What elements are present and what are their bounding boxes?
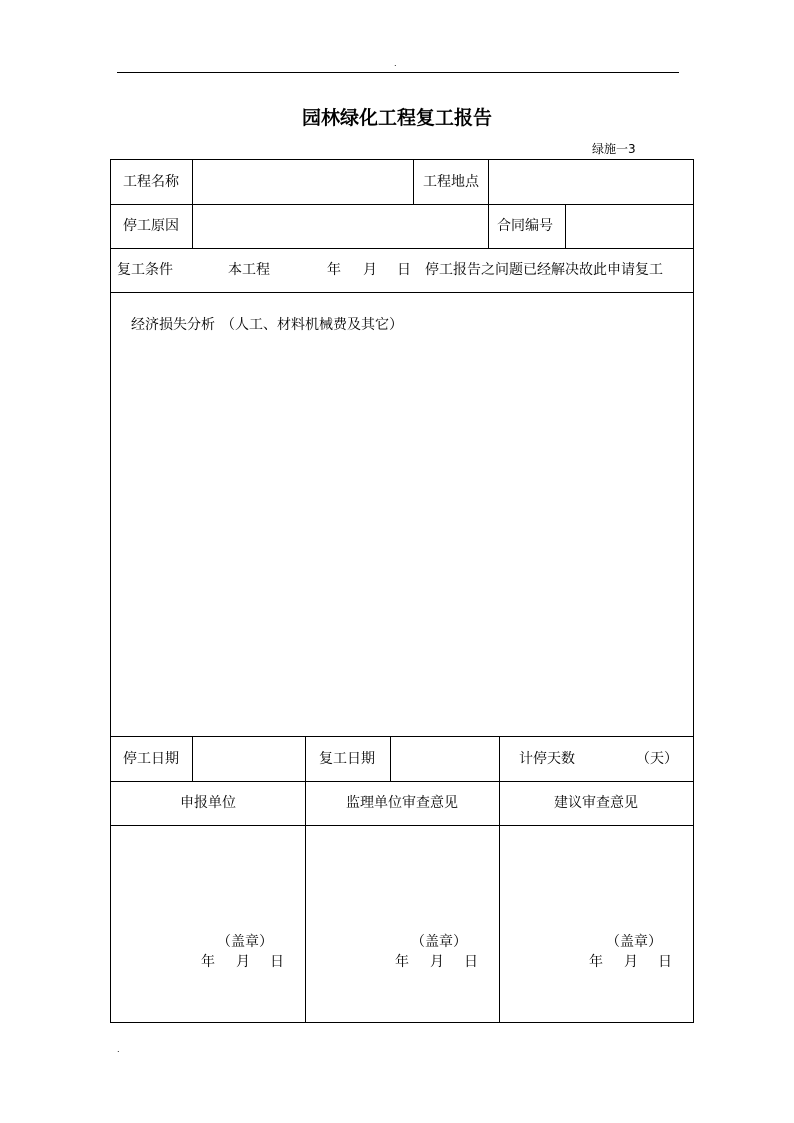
row-divider — [111, 825, 693, 826]
resume-date-field[interactable] — [395, 742, 493, 776]
col-divider — [390, 736, 391, 781]
col-divider — [488, 204, 489, 248]
col-divider — [565, 204, 566, 248]
row-divider — [111, 781, 693, 782]
row-divider — [111, 204, 693, 205]
col-divider — [499, 736, 500, 781]
applicant-header: 申报单位 — [180, 795, 236, 811]
supervisor-date-year: 年 — [395, 954, 409, 970]
applicant-date-month: 月 — [236, 954, 250, 970]
applicant-seal: （盖章） — [217, 934, 273, 950]
supervisor-header: 监理单位审查意见 — [346, 795, 458, 811]
suggestion-header: 建议审查意见 — [554, 795, 638, 811]
row-divider — [111, 248, 693, 249]
applicant-date-day: 日 — [270, 954, 284, 970]
col-divider — [192, 160, 193, 204]
col-divider — [499, 781, 500, 1022]
row-divider — [111, 736, 693, 737]
col-divider — [305, 781, 306, 1022]
footer-dot: . — [117, 1045, 120, 1054]
suggestion-seal: （盖章） — [606, 934, 662, 950]
col-divider — [192, 736, 193, 781]
contract-no-label: 合同编号 — [497, 218, 553, 234]
col-divider — [488, 160, 489, 204]
applicant-opinion-field[interactable] — [115, 830, 301, 930]
header-dot: . — [394, 59, 397, 68]
header-rule — [117, 72, 679, 73]
resume-condition-label: 复工条件 — [117, 262, 173, 278]
resume-date-label: 复工日期 — [319, 751, 375, 767]
suggestion-date-year: 年 — [589, 954, 603, 970]
stop-days-unit: （天） — [636, 751, 678, 767]
row-divider — [111, 292, 693, 293]
loss-analysis-label: 经济损失分析 — [131, 317, 215, 333]
loss-analysis-note: （人工、材料机械费及其它） — [221, 317, 403, 333]
applicant-date-year: 年 — [201, 954, 215, 970]
resume-condition-project: 本工程 — [228, 262, 270, 278]
supervisor-seal: （盖章） — [411, 934, 467, 950]
col-divider — [305, 736, 306, 781]
resume-condition-day: 日 — [397, 262, 411, 278]
resume-work-form — [110, 159, 694, 1023]
resume-condition-text: 停工报告之问题已经解决故此申请复工 — [425, 262, 663, 278]
project-name-label: 工程名称 — [123, 174, 179, 190]
stop-reason-field[interactable] — [197, 216, 482, 236]
resume-condition-month: 月 — [363, 262, 377, 278]
project-location-field[interactable] — [493, 172, 688, 192]
supervisor-opinion-field[interactable] — [309, 830, 495, 930]
project-name-field[interactable] — [197, 172, 407, 192]
suggestion-date-month: 月 — [624, 954, 638, 970]
stop-date-field[interactable] — [197, 742, 299, 776]
supervisor-date-month: 月 — [430, 954, 444, 970]
project-location-label: 工程地点 — [423, 174, 479, 190]
document-code: 绿施一3 — [592, 142, 636, 156]
col-divider — [192, 204, 193, 248]
stop-reason-label: 停工原因 — [123, 218, 179, 234]
supervisor-date-day: 日 — [464, 954, 478, 970]
stop-date-label: 停工日期 — [123, 751, 179, 767]
col-divider — [413, 160, 414, 204]
resume-condition-year: 年 — [327, 262, 341, 278]
page-title: 园林绿化工程复工报告 — [301, 107, 492, 129]
suggestion-date-day: 日 — [658, 954, 672, 970]
stop-days-label: 计停天数 — [519, 751, 575, 767]
loss-analysis-field[interactable] — [117, 340, 687, 730]
contract-no-field[interactable] — [570, 216, 688, 236]
suggestion-opinion-field[interactable] — [503, 830, 689, 930]
